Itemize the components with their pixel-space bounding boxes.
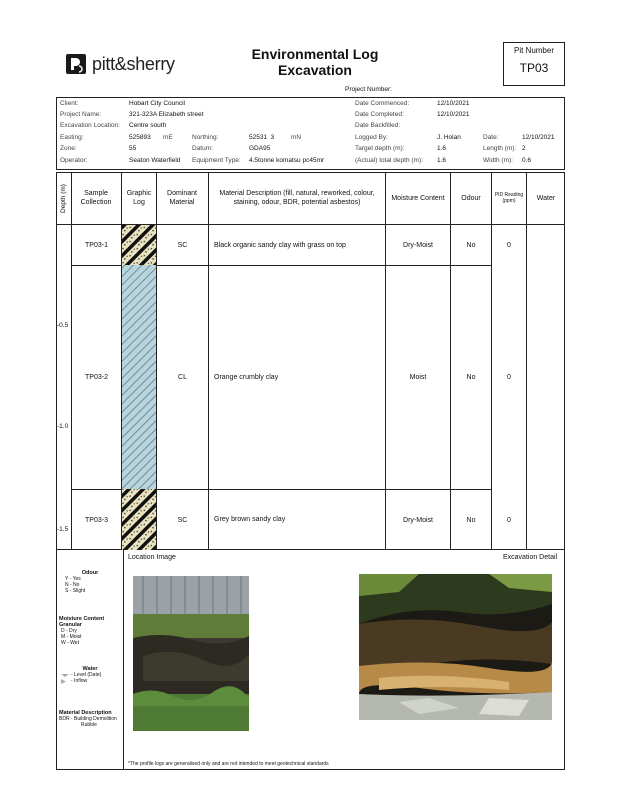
date-label: Date:	[483, 134, 499, 141]
logo-text: pitt&sherry	[92, 53, 175, 74]
col-description-header: Material Description (fill, natural, reworked, colour, staining, odour, BDR, potential asbestos)	[219, 190, 375, 206]
date-value: 12/10/2021	[522, 134, 555, 141]
legend-odour-item: N - No	[65, 582, 80, 588]
location-image-label: Location Image	[128, 554, 176, 561]
col-odour-header: Odour	[461, 194, 481, 202]
location-photo	[133, 576, 249, 731]
pit-number-label: Pit Number	[513, 46, 554, 55]
legend-material-title: Material Description	[59, 710, 112, 716]
easting-label: Easting:	[60, 134, 84, 141]
operator-value: Seaton Waterfield	[129, 157, 181, 164]
logo-icon	[66, 54, 86, 74]
legend-water-item: - Level (Date)	[71, 672, 102, 678]
datum-label: Datum:	[192, 145, 213, 152]
length-label: Length (m):	[483, 145, 517, 152]
date-completed-value: 12/10/2021	[437, 111, 470, 118]
client-label: Client:	[60, 100, 79, 107]
layer-1-sample: TP03-1	[85, 241, 108, 249]
legend-water-row	[61, 678, 121, 684]
page-title	[220, 46, 410, 78]
excavation-detail-label: Excavation Detail	[503, 554, 558, 561]
col-moisture-header: Moisture Content	[391, 194, 445, 202]
equipment-value: 4.5tonne komatsu pc45mr	[249, 157, 325, 164]
col-water-header: Water	[536, 194, 556, 202]
legend-water-title: Water	[82, 666, 98, 672]
water-inflow-icon	[61, 679, 69, 684]
equipment-label: Equipment Type:	[192, 157, 241, 164]
legend-material-item: BDR - Building Demolition	[59, 716, 117, 722]
width-value: 0.6	[522, 157, 532, 164]
actual-depth-value: 1.6	[437, 157, 447, 164]
project-name-value: 321-323A Elizabeth street	[129, 111, 204, 118]
northing-unit: mN	[291, 134, 302, 141]
logged-by-label: Logged By:	[355, 134, 388, 141]
legend-odour-item: S - Slight	[65, 588, 86, 594]
date-commenced-label: Date Commenced:	[355, 100, 410, 107]
northing-label: Northing:	[192, 134, 219, 141]
layer-1-description: Black organic sandy clay with grass on top	[214, 242, 346, 249]
legend-moisture-item: D - Dry	[61, 628, 77, 634]
zone-label: Zone:	[60, 145, 77, 152]
legend-odour-title: Odour	[81, 570, 99, 576]
pit-number-value: TP03	[519, 61, 549, 75]
excavation-photo	[359, 574, 552, 720]
width-label: Width (m):	[483, 157, 513, 164]
date-commenced-value: 12/10/2021	[437, 100, 470, 107]
legend-moisture-item: W - Wet	[61, 640, 79, 646]
layer-1-pid: 0	[507, 241, 511, 249]
target-depth-value: 1.6	[437, 145, 447, 152]
client-value: Hobart City Council	[129, 100, 185, 107]
layer-2-pid: 0	[507, 374, 511, 381]
title-line-2: Excavation	[278, 62, 352, 78]
project-name-label: Project Name:	[60, 111, 102, 118]
layer-2-odour: No	[466, 374, 476, 381]
datum-value: GDA95	[249, 145, 271, 152]
legend	[59, 570, 121, 728]
actual-depth-label: (Actual) total depth (m):	[355, 157, 423, 164]
layer-2-material: CL	[178, 374, 187, 381]
graphic-layer-sc	[122, 225, 156, 265]
project-number-label: Project Number:	[345, 86, 392, 93]
graphic-layer-cl	[122, 265, 156, 489]
legend-moisture-title: Moisture Content Granular	[59, 616, 105, 628]
title-line-1: Environmental Log	[251, 46, 379, 62]
legend-water-item: - Inflow	[71, 678, 88, 684]
layer-1-material: SC	[177, 241, 188, 249]
easting-value: 525893	[129, 134, 151, 141]
length-value: 2	[522, 145, 526, 152]
target-depth-label: Target depth (m):	[355, 145, 405, 152]
layer-3-pid: 0	[507, 516, 511, 524]
water-level-icon	[61, 673, 69, 678]
col-material-header: Dominant Material	[167, 190, 197, 206]
company-logo	[66, 53, 175, 75]
date-backfilled-label: Date Backfilled:	[355, 122, 401, 129]
layer-3-material: SC	[177, 516, 188, 524]
col-depth-header	[56, 172, 71, 224]
logged-by-value: J. Holan	[437, 134, 461, 141]
excavation-location-value: Centre south	[129, 122, 167, 129]
pit-number-box	[503, 42, 565, 86]
layer-2-sample: TP03-2	[85, 374, 108, 381]
depth-tick: -1.0	[57, 423, 69, 430]
legend-odour-item: Y - Yes	[65, 576, 81, 582]
footnote: *The profile logs are generalised only and are not intended to meet geotechnical standards	[128, 761, 329, 767]
date-completed-label: Date Completed:	[355, 111, 404, 118]
layer-3-moisture: Dry-Moist	[403, 516, 433, 524]
layer-3-sample: TP03-3	[85, 516, 108, 524]
layer-3-description: Grey brown sandy clay	[214, 516, 286, 523]
col-pid-header: PID Reading (ppm)	[494, 192, 524, 204]
legend-material-item: Rubble	[81, 722, 97, 728]
legend-divider	[123, 550, 124, 770]
layer-2-description: Orange crumbly clay	[214, 374, 279, 381]
layer-1-moisture: Dry-Moist	[403, 241, 433, 249]
col-divider	[526, 172, 527, 550]
col-sample-header: Sample Collection	[80, 190, 112, 206]
legend-moisture-item: M - Moist	[61, 634, 82, 640]
layer-2-moisture: Moist	[409, 374, 427, 381]
col-graphic-header: Graphic Log	[126, 190, 152, 206]
depth-header-label: Depth (m)	[60, 183, 67, 213]
northing-value: 52531 3	[249, 134, 275, 141]
layer-1-odour: No	[466, 241, 476, 249]
easting-unit: mE	[163, 134, 173, 141]
excavation-location-label: Excavation Location:	[60, 122, 120, 129]
layer-3-odour: No	[466, 516, 476, 524]
depth-tick: -0.5	[57, 322, 69, 329]
col-divider	[208, 172, 209, 550]
graphic-log	[122, 225, 156, 550]
graphic-layer-sc	[122, 489, 156, 550]
depth-tick: -1.5	[57, 526, 69, 533]
zone-value: 55	[129, 145, 137, 152]
operator-label: Operator:	[60, 157, 88, 164]
